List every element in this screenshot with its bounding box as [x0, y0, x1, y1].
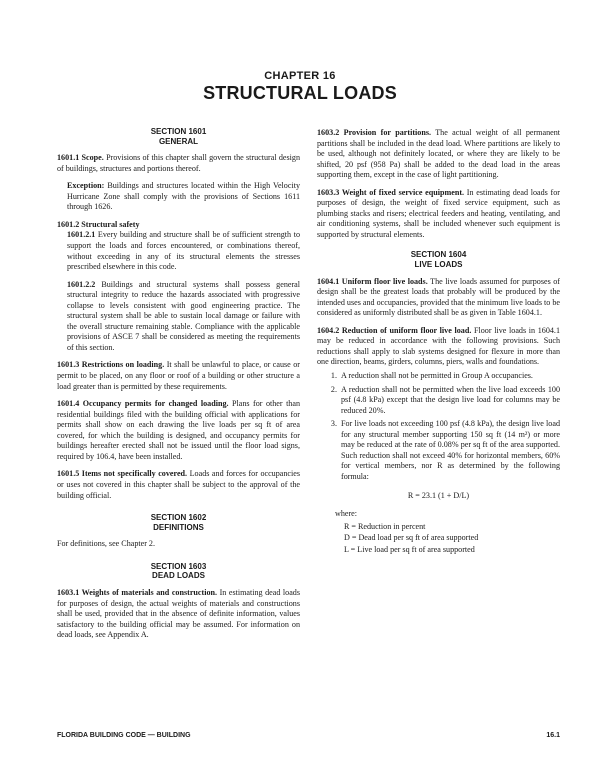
section-heading-1602: [57, 513, 300, 532]
paragraph-lead: 1601.4 Occupancy permits for changed loading.: [57, 399, 229, 409]
paragraph-1603-3: [317, 188, 560, 241]
paragraph-lead: 1604.2 Reduction of uniform floor live load.: [317, 325, 472, 335]
paragraph-text: Every building and structure shall be of sufficient strength to support the loads and forces encountered, or combinations thereof, without exceeding in any of its structural elements the stresses prescribed elsewhere in this code.: [67, 230, 300, 272]
paragraph-text: In estimating dead loads for purposes of design, the actual weights of materials and constructions shall be used, provided that in the absence of definite information, values satisfactory to the building official may be assumed. For information on dead loads, see Appendix A.: [57, 587, 301, 640]
chapter-heading: [0, 70, 600, 104]
right-column: [317, 128, 560, 556]
list-item: 3. For live loads not exceeding 100 psf (4.8 kPa), the design live load for any structural member supporting 150 sq ft (14 m²) or more may be reduced at the rate of 0.08% per sq ft of the area supported. Such reduction shall not exceed 40% for horizontal members, 60% for vertical members, nor R as determined by the following formula:: [339, 419, 560, 482]
section-heading-1601: [57, 127, 300, 146]
left-column: [57, 127, 300, 648]
section-number: SECTION 1602: [150, 513, 207, 523]
paragraph-1601-2-2: [57, 280, 300, 354]
paragraph-1603-1: [57, 588, 300, 641]
paragraph-text: Loads and forces for occupancies or uses not covered in this chapter shall be subject to the approval of the building official.: [57, 469, 300, 500]
paragraph-1601-3: [57, 360, 300, 392]
paragraph-lead: 1601.1 Scope.: [57, 153, 104, 163]
reduction-rules-list: [317, 371, 560, 482]
paragraph-1601-2-1: [57, 230, 300, 272]
definition-line: R = Reduction in percent: [344, 521, 426, 531]
paragraph-lead: 1603.3 Weight of fixed service equipment.: [317, 187, 465, 197]
section-name: GENERAL: [158, 136, 199, 146]
reduction-formula: R = 23.1 (1 + D/L): [407, 490, 470, 500]
section-number: SECTION 1604: [410, 250, 467, 260]
paragraph-lead: 1604.1 Uniform floor live loads.: [317, 276, 428, 286]
chapter-title: STRUCTURAL LOADS: [203, 83, 397, 103]
paragraph-lead: 1603.2 Provision for partitions.: [317, 128, 431, 137]
section-heading-1604: [317, 250, 560, 269]
section-number: SECTION 1601: [150, 127, 207, 136]
paragraph-text: Provisions of this chapter shall govern the structural design of buildings, structures and portions thereof.: [57, 153, 300, 173]
paragraph-1604-2: [317, 326, 560, 368]
chapter-number: CHAPTER 16: [264, 70, 336, 82]
list-item: 1. A reduction shall not be permitted in Group A occupancies.: [339, 371, 560, 382]
paragraph-1601-2: [57, 220, 300, 231]
paragraph-text: Plans for other than residential buildings filed with the building official with applications for permits shall show on each drawing the live loads per sq ft of area covered, for which the building is designed, and occupancy permits for buildings hereafter erected shall not be issued until the floor load signs, required by 106.4, have been installed.: [57, 399, 300, 461]
paragraph-1602: [57, 539, 300, 550]
section-name: DEAD LOADS: [152, 571, 205, 581]
paragraph-text: Buildings and structural systems shall possess general structural integrity to reduce the hazards associated with progressive collapse to levels consistent with good engineering practice. The structural system shall be able to sustain local damage or failure with the overall structure remaining stable. Compliance with the applicable provisions of ASCE 7 shall be considered as meeting the requirements of this section.: [67, 279, 300, 352]
paragraph-lead: 1601.2.1: [67, 230, 96, 240]
paragraph-text: In estimating dead loads for purposes of design, the weight of fixed service equipment, such as plumbing stacks and risers; electrical feeders and heating, ventilating, and air conditioning systems, shall be included whenever such equipment is supported by structural elements.: [317, 187, 560, 239]
paragraph-text: It shall be unlawful to place, or cause or permit to be placed, on any floor or roof of a building or other structure a load greater than is permitted by these requirements.: [57, 360, 300, 391]
paragraph-text: The live loads assumed for purposes of design shall be the greatest loads that probably will be produced by the intended uses and occupancies, provided that the minimum live loads to be considered as uniformly distributed shall be as given in Table 1604.1.: [317, 276, 560, 318]
where-label: where:: [335, 509, 358, 519]
section-heading-1603: [57, 562, 300, 581]
paragraph-text: Buildings and structures located within the High Velocity Hurricane Zone shall comply with the provisions of Sections 1611 through 1626.: [67, 181, 300, 212]
definition-line: D = Dead load per sq ft of area supported: [344, 533, 479, 543]
paragraph-1601-5: [57, 469, 300, 501]
paragraph-lead: Exception:: [67, 181, 105, 191]
page-number: 16.1: [546, 732, 560, 739]
paragraph-lead: 1601.3 Restrictions on loading.: [57, 360, 165, 370]
paragraph-1601-1: [57, 153, 300, 174]
paragraph-lead: 1601.2 Structural safety: [57, 219, 140, 229]
section-name: DEFINITIONS: [153, 522, 204, 532]
paragraph-1603-2: [317, 128, 560, 181]
paragraph-lead: 1603.1 Weights of materials and construction.: [57, 587, 218, 597]
list-item: 2. A reduction shall not be permitted when the live load exceeds 100 psf (4.8 kPa) except that the design live load for columns may be reduced 20%.: [339, 385, 560, 417]
paragraph-text: For definitions, see Chapter 2.: [57, 539, 156, 549]
paragraph-1601-4: [57, 399, 300, 462]
footer-title: FLORIDA BUILDING CODE — BUILDING: [57, 732, 191, 739]
paragraph-lead: 1601.5 Items not specifically covered.: [57, 469, 188, 479]
section-number: SECTION 1603: [150, 561, 207, 571]
paragraph-1604-1: [317, 277, 560, 319]
paragraph-text: Floor live loads in 1604.1 may be reduced in accordance with the following provisions. Such reductions shall apply to slab systems designed for flexure in more than one direction, beams, girders, columns, piers, walls and foundations.: [317, 325, 560, 367]
section-name: LIVE LOADS: [414, 260, 463, 270]
definition-line: L = Live load per sq ft of area supported: [344, 544, 475, 554]
exception-paragraph: [57, 181, 300, 213]
paragraph-text: The actual weight of all permanent partitions shall be included in the dead load. Where partitions are likely to be used, although not definitely located, or where they are likely to be shifted, 20 psf (958 Pa) shall be added to the dead load in the areas supporting them, except in the case of light partitioning.: [317, 128, 561, 180]
paragraph-lead: 1601.2.2: [67, 279, 96, 289]
